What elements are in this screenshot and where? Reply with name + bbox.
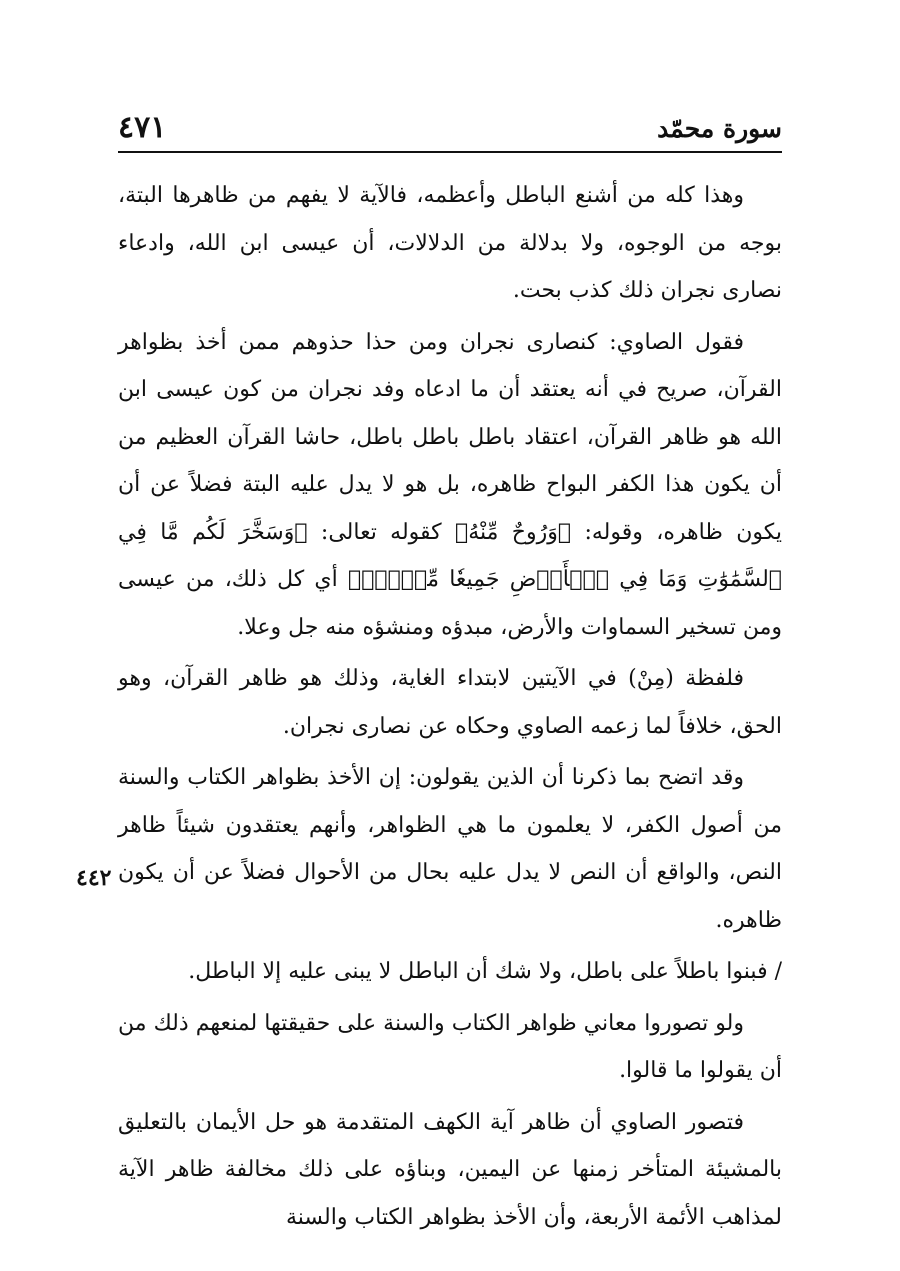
paragraph-2: فقول الصاوي: كنصارى نجران ومن حذا حذوهم ممن أخذ بظواهر القرآن، صريح في أنه يعتقد أن ما ادعاه وفد نجران من كون عيسى ابن الله هو ظاهر القرآن، اعتقاد باطل باطل باطل، حاشا القرآن العظيم من أن يكون هذا الكفر البواح ظاهره، بل هو لا يدل عليه البتة فضلاً عن أن يكون ظاهره، وقوله: ﴿وَرُوحٌ مِّنْهُ﴾ كقوله تعالى: ﴿وَسَخَّرَ لَكُم مَّا فِي ٱلسَّمَٰوَٰتِ وَمَا فِي ٱلۡأَرۡضِ جَمِيعٗا مِّنۡهُۚ﴾ أي كل ذلك، من عيسى ومن تسخير السماوات والأرض، مبدؤه ومنشؤه منه جل وعلا. — [118, 329, 782, 640]
paragraph-4: وقد اتضح بما ذكرنا أن الذين يقولون: إن الأخذ بظواهر الكتاب والسنة من أصول الكفر، لا يعلمون ما هي الظواهر، وأنهم يعتقدون شيئاً ظاهر النص، والواقع أن النص لا يدل عليه بحال من الأحوال فضلاً عن أن يكون ظاهره. — [118, 765, 782, 933]
surah-title: سورة محمّد — [657, 114, 782, 143]
header-rule — [118, 151, 782, 153]
page-header — [118, 108, 782, 148]
paragraph-1: وهذا كله من أشنع الباطل وأعظمه، فالآية لا يفهم من ظاهرها البتة، بوجه من الوجوه، ولا بدلالة من الدلالات، أن عيسى ابن الله، وادعاء نصارى نجران ذلك كذب بحت. — [118, 183, 782, 303]
margin-page-reference: ٤٤٢ — [76, 865, 112, 891]
paragraph-7: فتصور الصاوي أن ظاهر آية الكهف المتقدمة هو حل الأيمان بالتعليق بالمشيئة المتأخر زمنها عن اليمين، وبناؤه على ذلك مخالفة ظاهر الآية لمذاهب الأئمة الأربعة، وأن الأخذ بظواهر الكتاب والسنة — [118, 1109, 782, 1230]
paragraph-5: / فبنوا باطلاً على باطل، ولا شك أن الباطل لا يبنى عليه إلا الباطل. — [188, 959, 782, 984]
paragraph-6: ولو تصوروا معاني ظواهر الكتاب والسنة على حقيقتها لمنعهم ذلك من أن يقولوا ما قالوا. — [118, 1010, 782, 1083]
page-body — [118, 172, 782, 1241]
paragraph-3: فلفظة (مِنْ) في الآيتين لابتداء الغاية، وذلك هو ظاهر القرآن، وهو الحق، خلافاً لما زعمه الصاوي وحكاه عن نصارى نجران. — [118, 666, 782, 739]
page-number: ٤٧١ — [118, 110, 167, 145]
